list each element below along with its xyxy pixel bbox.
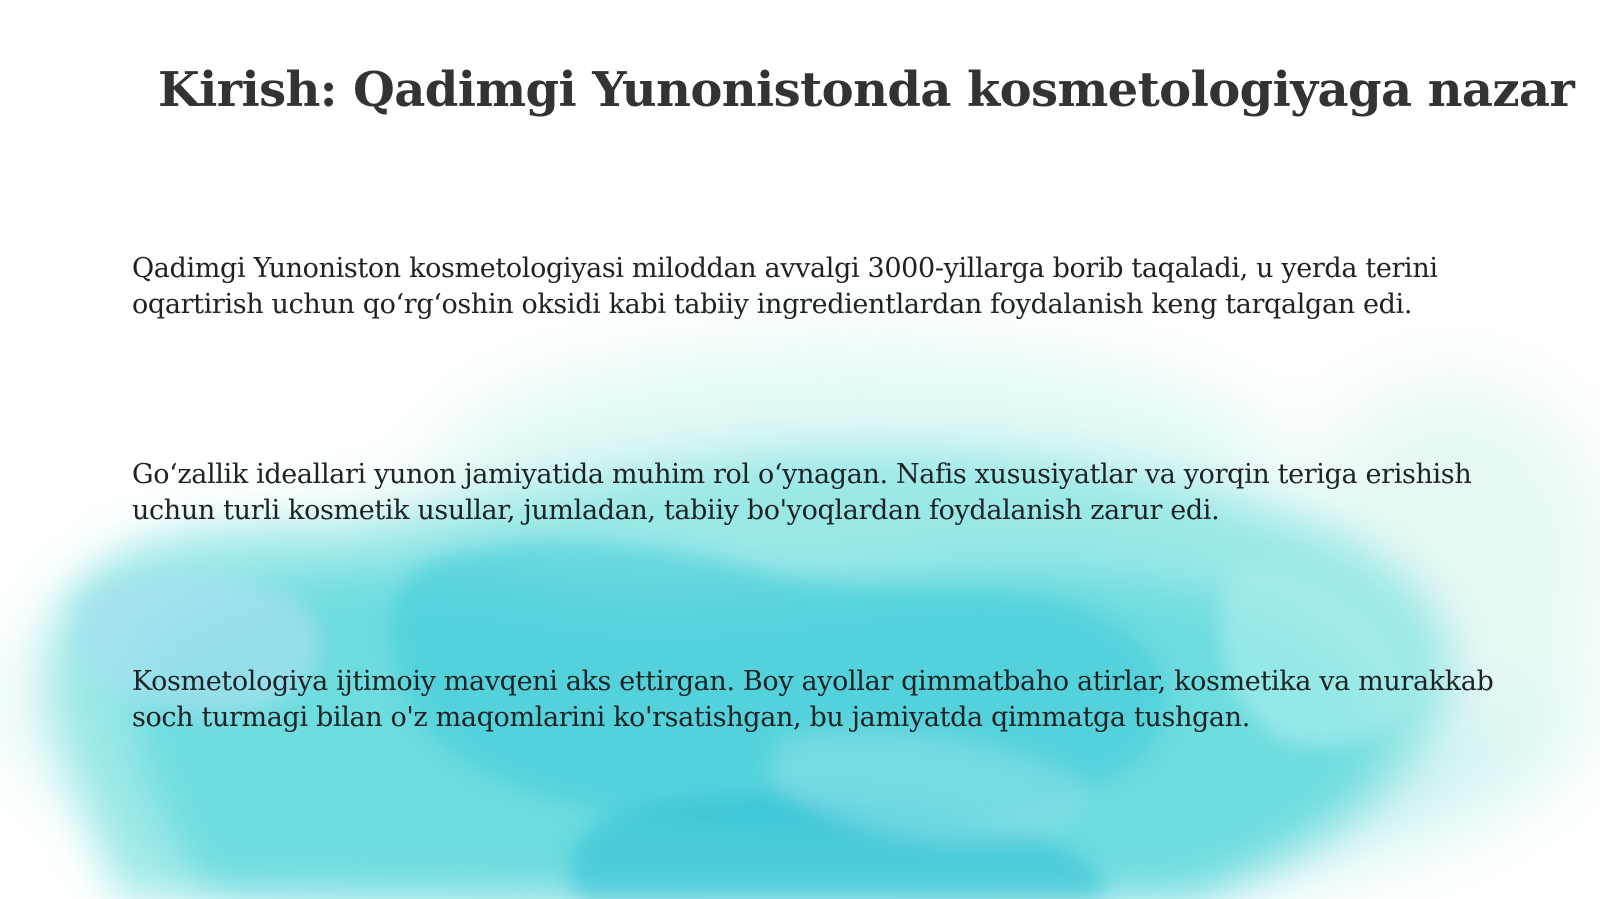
paragraph-3: Kosmetologiya ijtimoiy mavqeni aks ettirgan. Boy ayollar qimmatbaho atirlar, kosmetika va murakkab soch turmagi bilan o'z maqomlarini ko'rsatishgan, bu jamiyatda qimmatga tushgan. <box>132 666 1494 733</box>
paragraph-2: Go‘zallik ideallari yunon jamiyatida muhim rol o‘ynagan. Nafis xususiyatlar va yorqin teriga erishish uchun turli kosmetik usullar, jumladan, tabiiy bo'yoqlardan foydalanish zarur edi. <box>132 459 1472 526</box>
slide-title: Kirish: Qadimgi Yunonistonda kosmetologiyaga nazar <box>158 62 1575 118</box>
paragraph-1: Qadimgi Yunoniston kosmetologiyasi miloddan avvalgi 3000-yillarga borib taqaladi, u yerda terini oqartirish uchun qo‘rg‘oshin oksidi kabi tabiiy ingredientlardan foydalanish keng tarqalgan edi. <box>132 253 1438 320</box>
